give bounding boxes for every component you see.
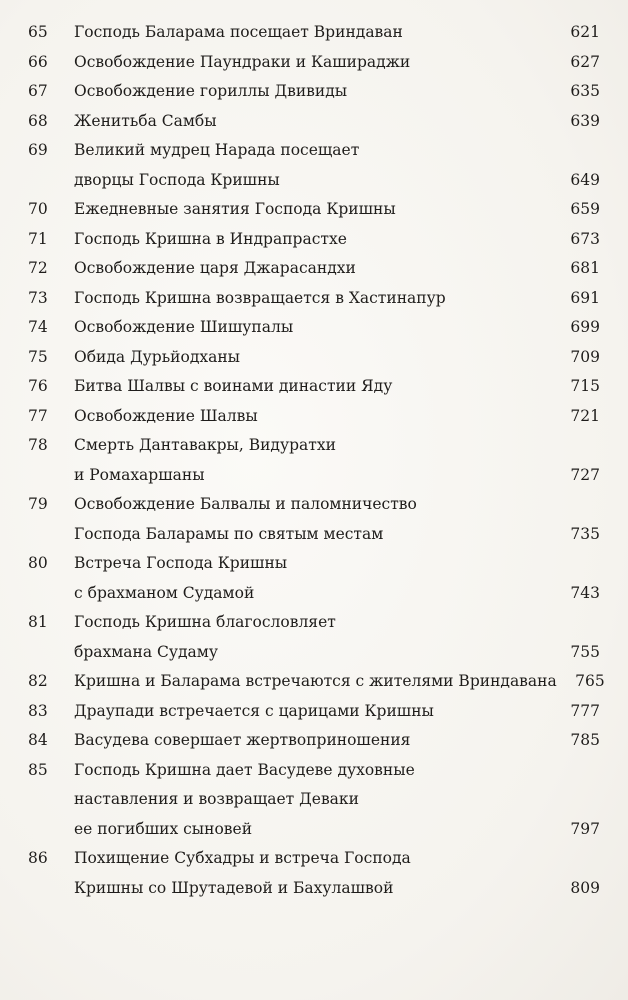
chapter-title: Великий мудрец Нарада посещает: [74, 141, 360, 159]
chapter-number: 66: [28, 52, 48, 71]
chapter-title: Освобождение царя Джарасандхи: [74, 259, 356, 277]
page-number: 639: [570, 111, 600, 130]
toc-line: [28, 166, 600, 196]
chapter-title: Господь Баларама посещает Вриндаван: [74, 23, 403, 41]
toc-line: [28, 343, 600, 373]
toc-line: [28, 520, 600, 550]
toc-line: [28, 667, 605, 697]
chapter-title: Васудева совершает жертвоприношения: [74, 731, 411, 749]
chapter-number: 75: [28, 347, 48, 366]
chapter-number: 84: [28, 731, 48, 749]
chapter-title: брахмана Судаму: [74, 642, 218, 661]
chapter-title: Господа Баларамы по святым местам: [74, 524, 384, 543]
toc-line: [28, 107, 600, 137]
page-number: 635: [570, 82, 600, 100]
toc-line: [28, 785, 600, 815]
chapter-number: 79: [28, 495, 48, 513]
toc-line: [28, 461, 600, 491]
chapter-number: 77: [28, 406, 48, 425]
chapter-title: Господь Кришна благословляет: [74, 613, 336, 631]
toc-line: [28, 284, 600, 314]
chapter-number: 73: [28, 288, 48, 307]
toc-line: [28, 726, 600, 756]
toc-line: [28, 490, 600, 520]
chapter-title: Кришна и Баларама встречаются с жителями Вриндавана: [74, 672, 557, 690]
toc-line: [28, 549, 600, 579]
chapter-number: 76: [28, 377, 48, 395]
chapter-title: Господь Кришна в Индрапрастхе: [74, 229, 347, 248]
chapter-number: 78: [28, 436, 48, 454]
chapter-title: Обида Дурьйодханы: [74, 347, 241, 366]
toc-line: [28, 756, 600, 786]
chapter-number: 69: [28, 141, 48, 159]
page-number: 797: [570, 819, 600, 838]
toc-line: [28, 372, 600, 402]
page-number: 691: [570, 288, 600, 307]
page-number: 727: [570, 465, 600, 484]
page-number: 627: [570, 52, 600, 71]
toc-line: [28, 136, 600, 166]
toc-line: [28, 579, 600, 609]
page-number: 765: [575, 672, 605, 690]
chapter-number: 74: [28, 318, 48, 336]
chapter-number: 72: [28, 259, 48, 277]
chapter-title: Освобождение Шалвы: [74, 406, 258, 425]
toc-line: [28, 195, 600, 225]
chapter-number: 70: [28, 200, 48, 218]
toc-line: [28, 313, 600, 343]
toc-line: [28, 431, 600, 461]
chapter-title: Господь Кришна возвращается в Хастинапур: [74, 288, 446, 307]
page-number: 709: [570, 347, 600, 366]
chapter-number: 67: [28, 82, 48, 100]
page-number: 785: [570, 731, 600, 749]
page-number: 715: [570, 377, 600, 395]
chapter-title: Освобождение гориллы Двивиды: [74, 82, 348, 100]
toc-line: [28, 18, 600, 48]
chapter-title: Освобождение Паундраки и Кашираджи: [74, 52, 411, 71]
page-number: 681: [570, 259, 600, 277]
chapter-number: 82: [28, 672, 48, 690]
chapter-number: 86: [28, 849, 48, 867]
page-number: 755: [570, 642, 600, 661]
chapter-title: Женитьба Самбы: [74, 111, 217, 130]
chapter-number: 81: [28, 613, 48, 631]
page-number: 621: [570, 23, 600, 41]
toc-line: [28, 48, 600, 78]
toc-line: [28, 402, 600, 432]
chapter-title: Кришны со Шрутадевой и Бахулашвой: [74, 878, 394, 897]
chapter-number: 71: [28, 229, 48, 248]
chapter-title: Ежедневные занятия Господа Кришны: [74, 200, 396, 218]
page-number: 649: [570, 170, 600, 189]
toc-line: [28, 225, 600, 255]
toc-line: [28, 874, 600, 904]
page-number: 809: [570, 878, 600, 897]
chapter-title: дворцы Господа Кришны: [74, 170, 280, 189]
page-number: 777: [570, 701, 600, 720]
chapter-title: с брахманом Судамой: [74, 583, 255, 602]
page-number: 721: [570, 406, 600, 425]
chapter-number: 80: [28, 554, 48, 572]
chapter-title: и Ромахаршаны: [74, 465, 205, 484]
table-of-contents: [28, 18, 605, 903]
page-number: 735: [570, 524, 600, 543]
chapter-title: наставления и возвращает Деваки: [74, 790, 359, 808]
chapter-number: 83: [28, 701, 48, 720]
chapter-title: Освобождение Балвалы и паломничество: [74, 495, 417, 513]
chapter-title: Драупади встречается с царицами Кришны: [74, 701, 434, 720]
toc-line: [28, 697, 600, 727]
chapter-title: ее погибших сыновей: [74, 819, 253, 838]
chapter-number: 85: [28, 760, 48, 779]
chapter-title: Освобождение Шишупалы: [74, 318, 294, 336]
chapter-title: Похищение Субхадры и встреча Господа: [74, 849, 411, 867]
page-number: 699: [570, 318, 600, 336]
chapter-title: Господь Кришна дает Васудеве духовные: [74, 760, 415, 779]
page-number: 743: [570, 583, 600, 602]
toc-line: [28, 815, 600, 845]
chapter-number: 68: [28, 111, 48, 130]
toc-line: [28, 254, 600, 284]
chapter-title: Битва Шалвы с воинами династии Яду: [74, 377, 393, 395]
toc-line: [28, 77, 600, 107]
toc-line: [28, 608, 600, 638]
chapter-title: Смерть Дантавакры, Видуратхи: [74, 436, 336, 454]
chapter-title: Встреча Господа Кришны: [74, 554, 288, 572]
toc-line: [28, 844, 600, 874]
page-number: 659: [570, 200, 600, 218]
chapter-number: 65: [28, 23, 48, 41]
page-number: 673: [570, 229, 600, 248]
toc-line: [28, 638, 600, 668]
